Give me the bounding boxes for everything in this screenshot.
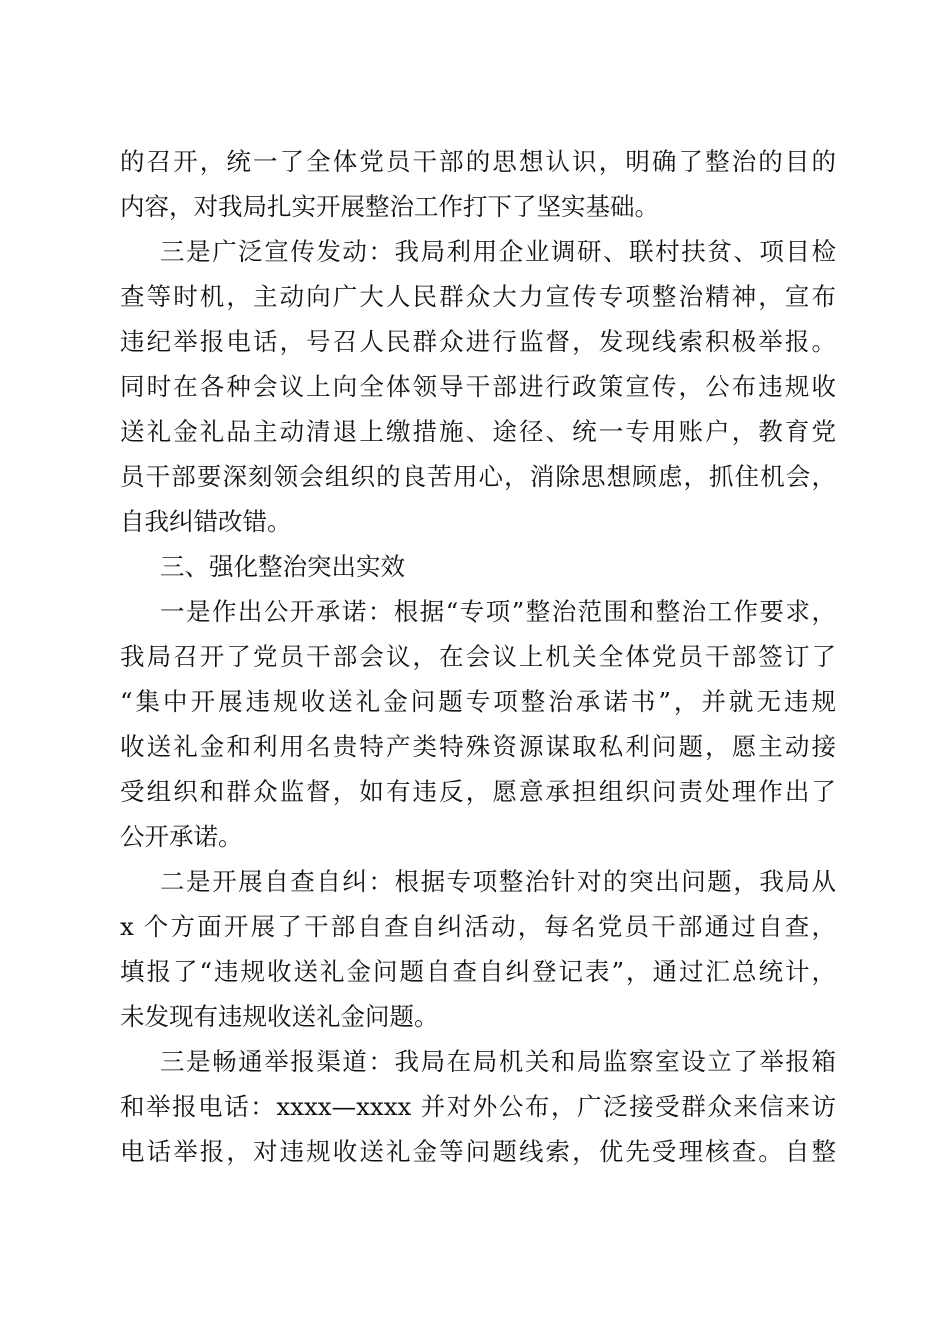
body-text-line: 违纪举报电话，号召人民群众进行监督，发现线索积极举报。	[120, 327, 836, 356]
body-text-line: 电话举报，对违规收送礼金等问题线索，优先受理核查。自整	[120, 1137, 836, 1166]
body-text-line: x 个方面开展了干部自查自纠活动，每名党员干部通过自查，	[120, 912, 836, 941]
body-text-line: 受组织和群众监督，如有违反，愿意承担组织问责处理作出了	[120, 777, 836, 806]
body-text-line: 自我纠错改错。	[120, 507, 292, 536]
body-text-line: 未发现有违规收送礼金问题。	[120, 1002, 439, 1031]
body-text-line: 收送礼金和利用名贵特产类特殊资源谋取私利问题，愿主动接	[120, 732, 836, 761]
body-text-line: 和举报电话：xxxx—xxxx 并对外公布，广泛接受群众来信来访	[120, 1092, 836, 1121]
body-text-line: 查等时机，主动向广大人民群众大力宣传专项整治精神，宣布	[120, 282, 836, 311]
body-text-line: 的召开，统一了全体党员干部的思想认识，明确了整治的目的	[120, 147, 836, 176]
body-text-line: 填报了“违规收送礼金问题自查自纠登记表”，通过汇总统计，	[120, 957, 836, 986]
paragraph-first-line: 二是开展自查自纠：根据专项整治针对的突出问题，我局从	[160, 867, 836, 896]
paragraph-first-line: 三是畅通举报渠道：我局在局机关和局监察室设立了举报箱	[160, 1047, 836, 1076]
body-text-line: 公开承诺。	[120, 822, 243, 851]
body-text-line: 我局召开了党员干部会议，在会议上机关全体党员干部签订了	[120, 642, 836, 671]
body-text-line: 员干部要深刻领会组织的良苦用心，消除思想顾虑，抓住机会，	[120, 462, 836, 491]
paragraph-first-line: 一是作出公开承诺：根据“专项”整治范围和整治工作要求，	[160, 597, 836, 626]
body-text-line: 送礼金礼品主动清退上缴措施、途径、统一专用账户，教育党	[120, 417, 836, 446]
paragraph-first-line: 三是广泛宣传发动：我局利用企业调研、联村扶贫、项目检	[160, 237, 836, 266]
body-text-line: 内容，对我局扎实开展整治工作打下了坚实基础。	[120, 192, 659, 221]
body-text-line: “集中开展违规收送礼金问题专项整治承诺书”，并就无违规	[120, 687, 836, 716]
section-heading: 三、强化整治突出实效	[160, 552, 405, 581]
body-text-line: 同时在各种会议上向全体领导干部进行政策宣传，公布违规收	[120, 372, 836, 401]
